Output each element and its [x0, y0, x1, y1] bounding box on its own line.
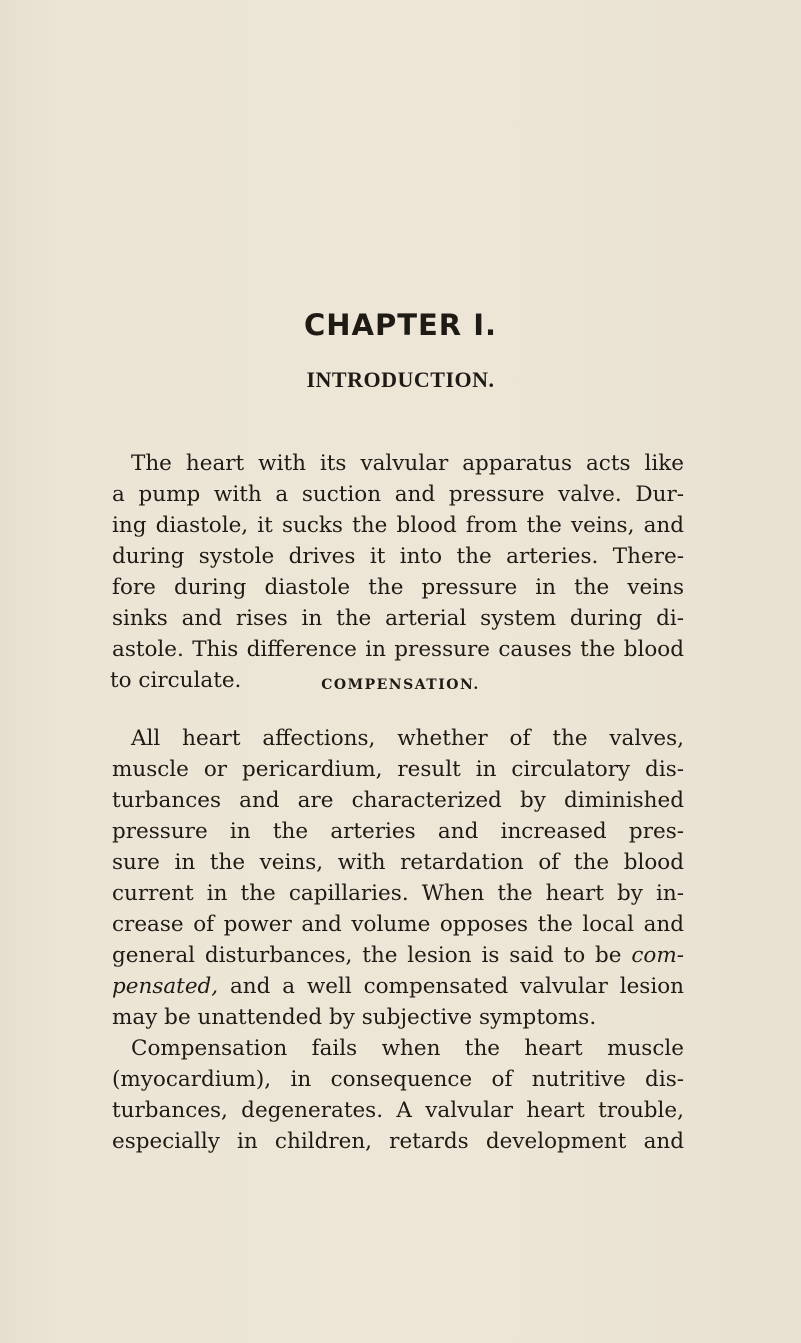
- italic-term: pensated,: [112, 974, 219, 999]
- paragraph-3-line: turbances, degenerates. A valvular heart trouble,: [112, 1098, 684, 1123]
- paragraph-2-line: [112, 940, 684, 971]
- line-text: general disturbances, the lesion is said to be: [112, 943, 622, 968]
- paragraph-1-line: during systole drives it into the arteries. There-: [112, 544, 684, 569]
- paragraph-1-line: The heart with its valvular apparatus acts like: [131, 451, 684, 476]
- paragraph-1-line: astole. This difference in pressure causes the blood: [112, 637, 684, 662]
- paragraph-1-line: fore during diastole the pressure in the veins: [112, 575, 684, 600]
- paragraph-2-line: All heart affections, whether of the valves,: [131, 726, 684, 751]
- paragraph-3-line: Compensation fails when the heart muscle: [131, 1036, 684, 1061]
- paragraph-3-line: especially in children, retards development and: [112, 1129, 684, 1154]
- paragraph-2-line: muscle or pericardium, result in circulatory dis-: [112, 757, 684, 782]
- section-title: INTRODUCTION.: [306, 367, 495, 392]
- paragraph-1-line: to circulate.: [110, 668, 242, 693]
- paragraph-2-line: [112, 971, 684, 1002]
- paragraph-3-line: (myocardium), in consequence of nutritive dis-: [112, 1067, 684, 1092]
- paragraph-1-line: ing diastole, it sucks the blood from the veins, and: [112, 513, 684, 538]
- paragraph-2-line: current in the capillaries. When the heart by in-: [112, 881, 684, 906]
- paragraph-1-line: sinks and rises in the arterial system during di-: [112, 606, 684, 631]
- line-text: and a well compensated valvular lesion: [229, 974, 684, 999]
- paragraph-2-line: crease of power and volume opposes the local and: [112, 912, 684, 937]
- paragraph-2-line: may be unattended by subjective symptoms.: [112, 1005, 597, 1030]
- paragraph-2-line: pressure in the arteries and increased pres-: [112, 819, 684, 844]
- chapter-title: CHAPTER I.: [303, 308, 498, 342]
- paragraph-2-line: turbances and are characterized by diminished: [112, 788, 684, 813]
- italic-term: com-: [631, 943, 684, 968]
- paragraph-1-line: a pump with a suction and pressure valve. Dur-: [112, 482, 684, 507]
- compensation-subheading: COMPENSATION.: [321, 677, 480, 693]
- paragraph-2-line: sure in the veins, with retardation of the blood: [112, 850, 684, 875]
